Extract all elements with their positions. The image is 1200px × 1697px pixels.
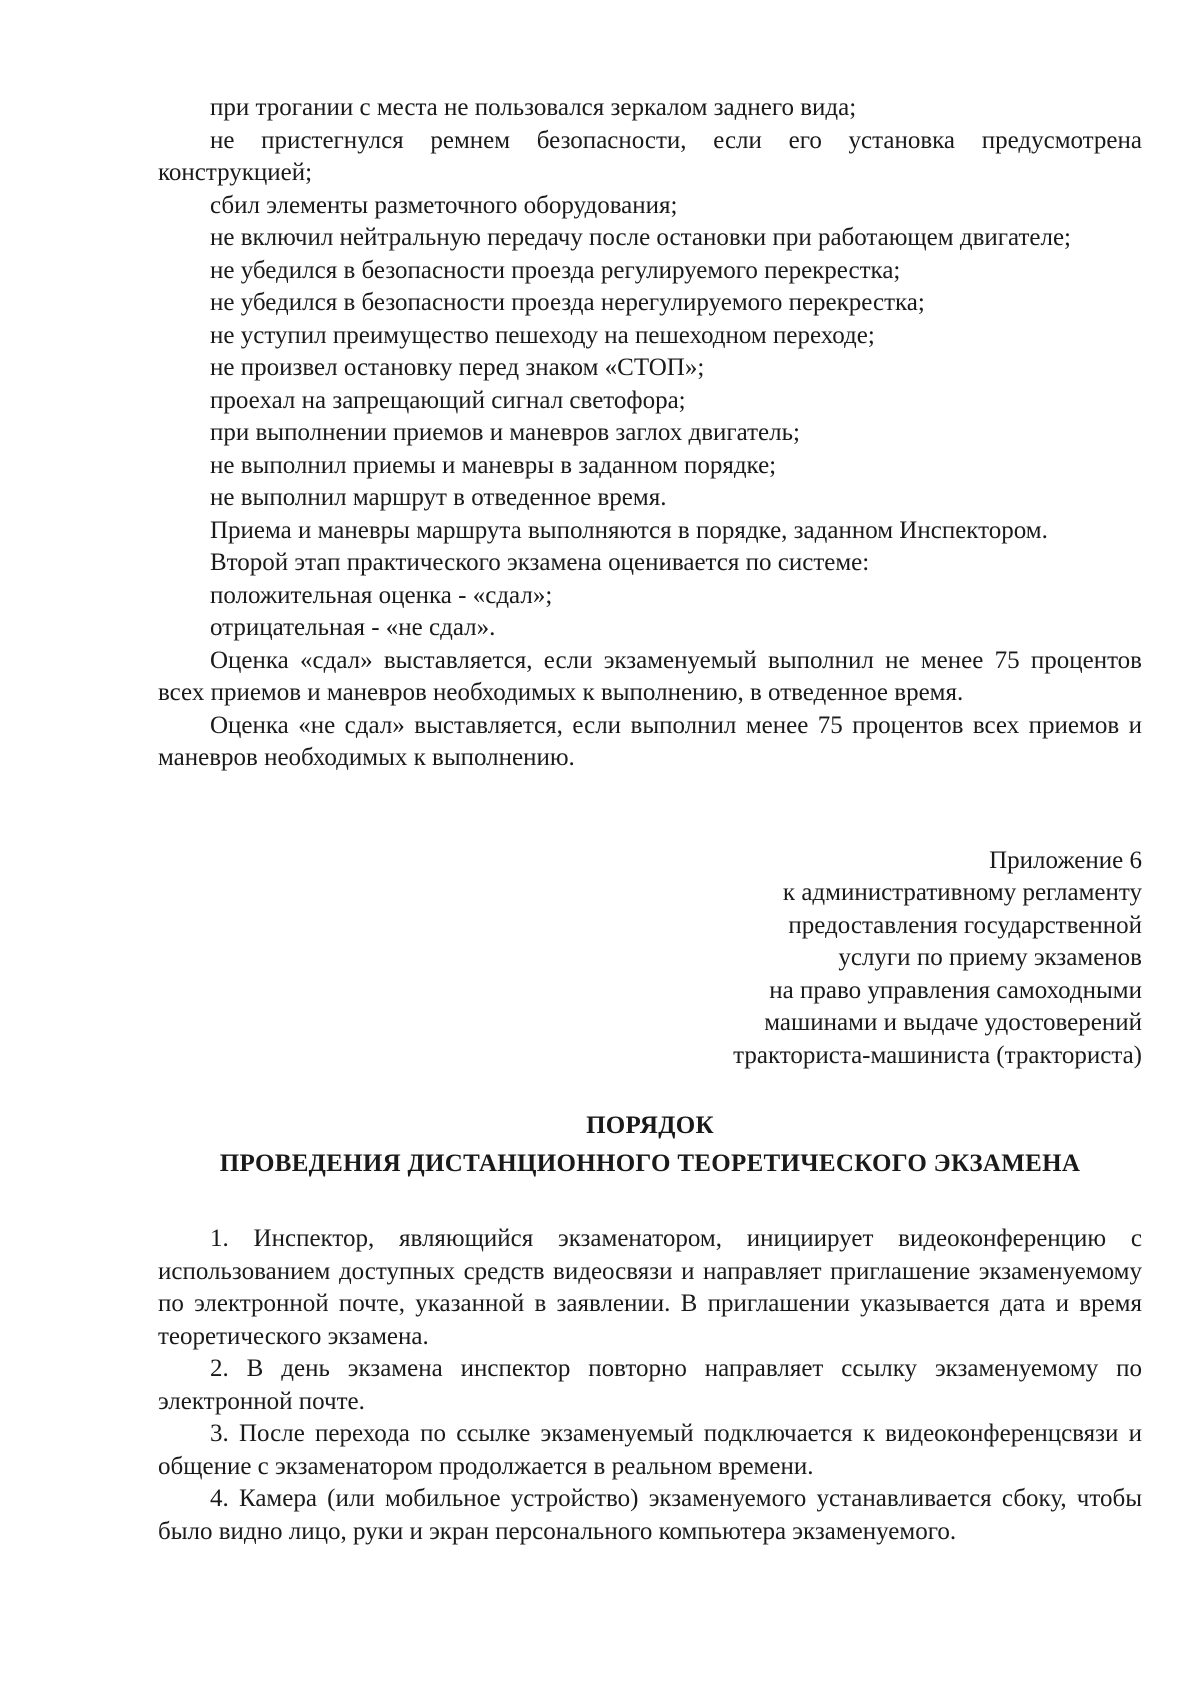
list-item: не произвел остановку перед знаком «СТОП»;	[210, 354, 705, 381]
list-item: при трогании с места не пользовался зеркалом заднего вида;	[210, 94, 857, 121]
list-item: не выполнил приемы и маневры в заданном порядке;	[210, 451, 777, 479]
numbered-paragraph: 4. Камера (или мобильное устройство) экзаменуемого устанавливается сбоку, чтобы было видно лицо, руки и экран персонального компьютера экзаменуемого.	[158, 1485, 1142, 1545]
list-item: не убедился в безопасности проезда регулируемого перекрестка;	[210, 256, 901, 284]
numbered-paragraph: 3. После перехода по ссылке экзаменуемый подключается к видеоконференцсвязи и общение с экзаменатором продолжается в реальном времени.	[158, 1420, 1142, 1480]
appendix-line: тракториста-машиниста (тракториста)	[733, 1041, 1142, 1069]
list-item: Второй этап практического экзамена оценивается по системе:	[210, 549, 870, 576]
list-item: Приема и маневры маршрута выполняются в порядке, заданном Инспектором.	[210, 516, 1048, 544]
appendix-line: к административному регламенту	[782, 879, 1142, 906]
numbered-paragraph: 2. В день экзамена инспектор повторно направляет ссылку экзаменуемому по электронной почте.	[158, 1355, 1142, 1415]
appendix-line: услуги по приему экзаменов	[838, 944, 1142, 971]
requirements-list	[158, 92, 1142, 775]
list-item: сбил элементы разметочного оборудования;	[210, 191, 678, 219]
appendix-line: предоставления государственной	[788, 911, 1142, 939]
appendix-line: на право управления самоходными	[769, 976, 1142, 1004]
list-item: отрицательная - «не сдал».	[210, 614, 496, 641]
appendix-line: Приложение 6	[989, 846, 1142, 874]
list-item: не уступил преимущество пешеходу на пешеходном переходе;	[210, 321, 875, 349]
title-line-1: ПОРЯДОК	[586, 1112, 714, 1139]
title-line-2: ПРОВЕДЕНИЯ ДИСТАНЦИОННОГО ТЕОРЕТИЧЕСКОГО ЭКЗАМЕНА	[219, 1150, 1081, 1177]
document-title	[158, 1107, 1142, 1183]
list-item: при выполнении приемов и маневров заглох двигатель;	[210, 419, 800, 446]
appendix-header	[158, 845, 1142, 1073]
procedure-body	[158, 1223, 1142, 1548]
list-item: проехал на запрещающий сигнал светофора;	[210, 386, 686, 414]
list-item: не пристегнулся ремнем безопасности, если его установка предусмотрена конструкцией;	[158, 126, 1142, 186]
list-item: не убедился в безопасности проезда нерегулируемого перекрестка;	[210, 289, 925, 316]
appendix-line: машинами и выдаче удостоверений	[764, 1009, 1142, 1036]
list-item: положительная оценка - «сдал»;	[210, 581, 553, 609]
paragraph: Оценка «не сдал» выставляется, если выполнил менее 75 процентов всех приемов и маневров необходимых к выполнению.	[158, 711, 1142, 771]
numbered-paragraph: 1. Инспектор, являющийся экзаменатором, инициирует видеоконференцию с использованием доступных средств видеосвязи и направляет приглашение экзаменуемому по электронной почте, указанной в заявлении. В приглашении указывается дата и время теоретического экзамена.	[158, 1225, 1142, 1350]
paragraph: Оценка «сдал» выставляется, если экзаменуемый выполнил не менее 75 процентов всех приемов и маневров необходимых к выполнению, в отведенное время.	[158, 646, 1142, 706]
list-item: не включил нейтральную передачу после остановки при работающем двигателе;	[210, 224, 1071, 251]
list-item: не выполнил маршрут в отведенное время.	[210, 484, 667, 511]
